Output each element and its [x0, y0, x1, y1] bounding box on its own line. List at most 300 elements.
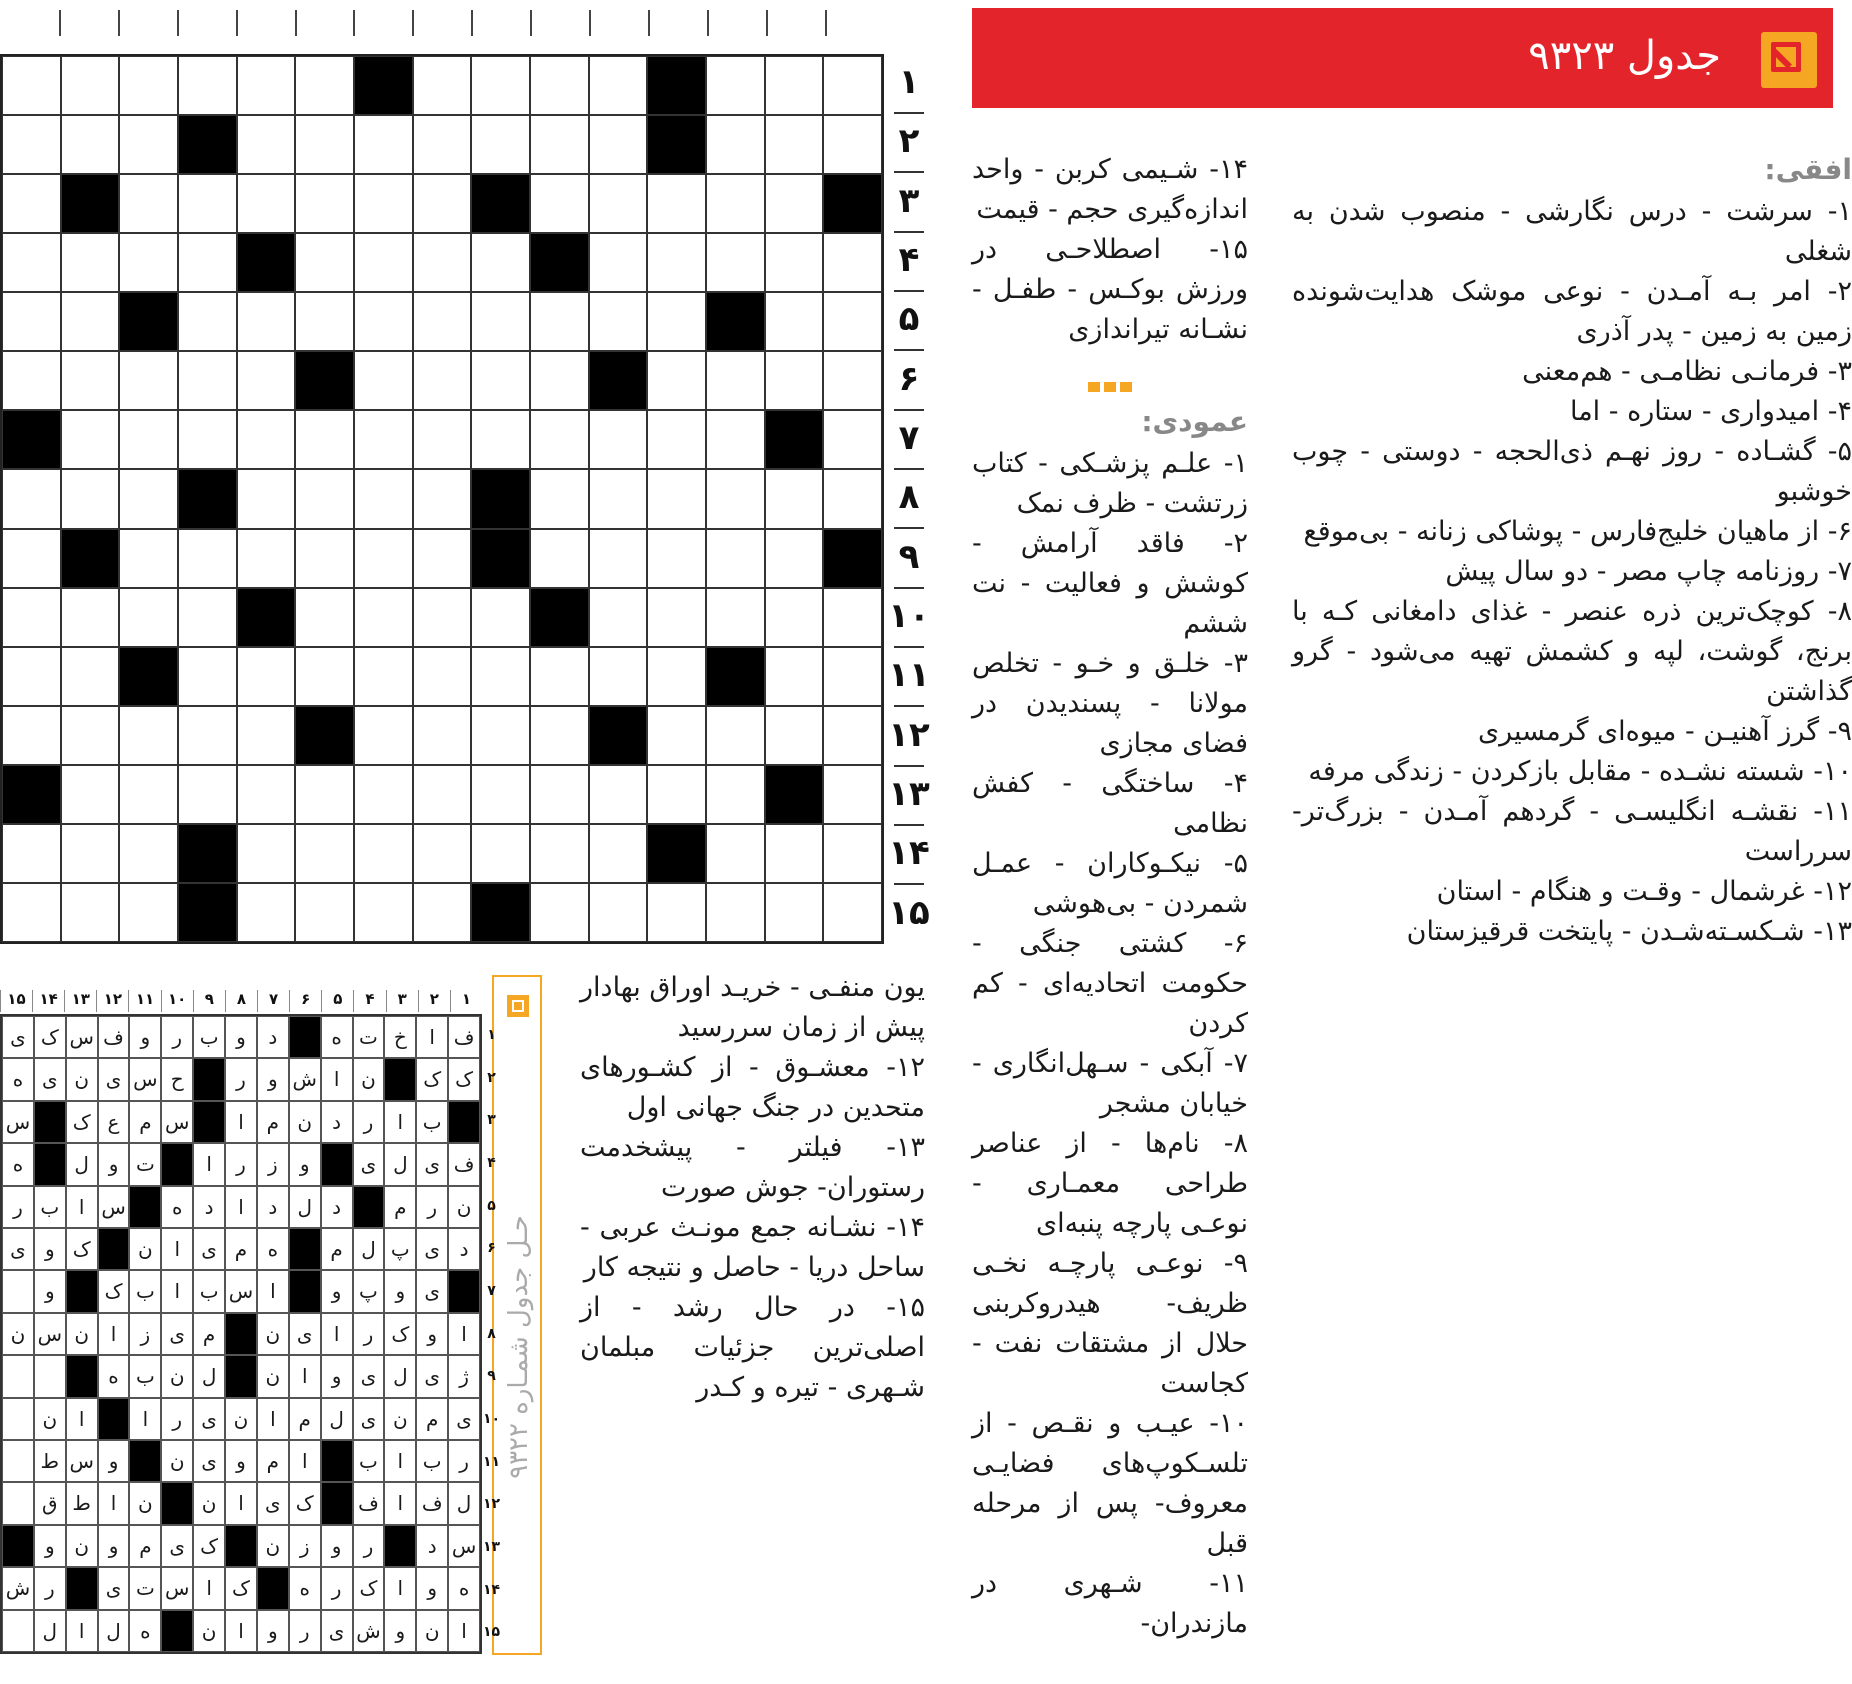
- grid-cell[interactable]: [589, 647, 648, 706]
- grid-cell[interactable]: [647, 706, 706, 765]
- solution-cell: ک: [34, 1016, 66, 1058]
- grid-cell[interactable]: [119, 469, 178, 528]
- solution-cell: م: [416, 1398, 448, 1440]
- solution-cell: ب: [193, 1270, 225, 1312]
- row-number: ۵: [888, 299, 930, 358]
- grid-cell[interactable]: [823, 351, 882, 410]
- solution-black-cell: [353, 1186, 385, 1228]
- solution-cell: ت: [129, 1143, 161, 1185]
- grid-cell[interactable]: [471, 647, 530, 706]
- solution-row-number: ۵: [487, 1197, 496, 1214]
- solution-cell: ر: [161, 1398, 193, 1440]
- grid-cell[interactable]: [765, 824, 824, 883]
- grid-cell[interactable]: [706, 115, 765, 174]
- grid-cell[interactable]: [178, 410, 237, 469]
- black-cell: [823, 174, 882, 233]
- grid-cell[interactable]: [178, 174, 237, 233]
- grid-cell[interactable]: [2, 351, 61, 410]
- grid-cell[interactable]: [295, 588, 354, 647]
- solution-cell: [2, 1440, 34, 1482]
- grid-cell[interactable]: [354, 706, 413, 765]
- grid-cell[interactable]: [471, 56, 530, 115]
- grid-cell[interactable]: [119, 706, 178, 765]
- solution-cell: ز: [289, 1525, 321, 1567]
- grid-cell[interactable]: [61, 469, 120, 528]
- grid-cell[interactable]: [530, 824, 589, 883]
- solution-cell: ل: [289, 1186, 321, 1228]
- grid-cell[interactable]: [647, 765, 706, 824]
- grid-cell[interactable]: [530, 469, 589, 528]
- grid-cell[interactable]: [237, 174, 296, 233]
- solution-cell: و: [257, 1610, 289, 1652]
- grid-cell[interactable]: [295, 529, 354, 588]
- grid-cell[interactable]: [647, 883, 706, 942]
- grid-cell[interactable]: [823, 647, 882, 706]
- grid-cell[interactable]: [413, 351, 472, 410]
- grid-cell[interactable]: [354, 410, 413, 469]
- grid-cell[interactable]: [2, 706, 61, 765]
- clue: ۱- سرشت - درس نگارشی - منصوب شدن به شغلی: [1292, 196, 1852, 267]
- solution-cell: ت: [129, 1567, 161, 1609]
- grid-cell[interactable]: [119, 410, 178, 469]
- grid-cell[interactable]: [119, 824, 178, 883]
- clue: ۲- امر بـه آمـدن - نوعی موشک هدایت‌شونده زمین به زمین - پدر آذری: [1292, 276, 1852, 347]
- grid-cell[interactable]: [823, 56, 882, 115]
- grid-cell[interactable]: [413, 588, 472, 647]
- solution-cell: و: [34, 1228, 66, 1270]
- grid-cell[interactable]: [354, 351, 413, 410]
- solution-cell: [2, 1610, 34, 1652]
- grid-cell[interactable]: [178, 351, 237, 410]
- grid-cell[interactable]: [61, 647, 120, 706]
- grid-cell[interactable]: [61, 588, 120, 647]
- grid-cell[interactable]: [589, 765, 648, 824]
- solution-black-cell: [66, 1567, 98, 1609]
- grid-cell[interactable]: [237, 824, 296, 883]
- row-number: ۱۵: [888, 892, 930, 933]
- grid-cell[interactable]: [237, 351, 296, 410]
- grid-cell[interactable]: [823, 883, 882, 942]
- solution-cell: ف: [448, 1143, 480, 1185]
- grid-cell[interactable]: [2, 56, 61, 115]
- grid-cell[interactable]: [413, 706, 472, 765]
- grid-cell[interactable]: [647, 529, 706, 588]
- solution-cell: ی: [193, 1228, 225, 1270]
- grid-cell[interactable]: [237, 115, 296, 174]
- grid-cell[interactable]: [589, 292, 648, 351]
- grid-cell[interactable]: [530, 529, 589, 588]
- grid-cell[interactable]: [413, 56, 472, 115]
- grid-cell[interactable]: [647, 410, 706, 469]
- grid-cell[interactable]: [237, 529, 296, 588]
- grid-cell[interactable]: [647, 469, 706, 528]
- solution-cell: [34, 1355, 66, 1397]
- solution-cell: ک: [66, 1101, 98, 1143]
- grid-cell[interactable]: [765, 647, 824, 706]
- solution-cell: ب: [353, 1440, 385, 1482]
- grid-cell[interactable]: [530, 56, 589, 115]
- solution-cell: ن: [225, 1398, 257, 1440]
- solution-column-number: ۴: [353, 990, 385, 1012]
- grid-cell[interactable]: [295, 469, 354, 528]
- black-cell: [589, 351, 648, 410]
- grid-cell[interactable]: [2, 115, 61, 174]
- solution-cell: ن: [161, 1355, 193, 1397]
- grid-cell[interactable]: [589, 115, 648, 174]
- solution-row-number: ۷: [487, 1283, 496, 1299]
- grid-cell[interactable]: [354, 233, 413, 292]
- grid-cell[interactable]: [413, 292, 472, 351]
- grid-cell[interactable]: [354, 824, 413, 883]
- solution-black-cell: [161, 1143, 193, 1185]
- grid-cell[interactable]: [530, 765, 589, 824]
- grid-cell[interactable]: [61, 410, 120, 469]
- solution-black-cell: [193, 1058, 225, 1100]
- grid-cell[interactable]: [237, 706, 296, 765]
- grid-cell[interactable]: [237, 765, 296, 824]
- grid-cell[interactable]: [413, 647, 472, 706]
- grid-cell[interactable]: [354, 469, 413, 528]
- solution-cell: ن: [257, 1313, 289, 1355]
- solution-cell: و: [384, 1610, 416, 1652]
- grid-cell[interactable]: [589, 469, 648, 528]
- solution-cell: ژ: [448, 1355, 480, 1397]
- grid-cell[interactable]: [706, 56, 765, 115]
- grid-cell[interactable]: [765, 706, 824, 765]
- grid-cell[interactable]: [2, 233, 61, 292]
- grid-cell[interactable]: [765, 529, 824, 588]
- grid-cell[interactable]: [237, 292, 296, 351]
- grid-cell[interactable]: [61, 824, 120, 883]
- grid-cell[interactable]: [706, 469, 765, 528]
- grid-cell[interactable]: [471, 233, 530, 292]
- grid-cell[interactable]: [765, 174, 824, 233]
- grid-cell[interactable]: [61, 765, 120, 824]
- grid-cell[interactable]: [354, 174, 413, 233]
- solution-cell: س: [98, 1186, 130, 1228]
- grid-cell[interactable]: [354, 529, 413, 588]
- tick-mark: [59, 10, 61, 36]
- grid-cell[interactable]: [178, 529, 237, 588]
- grid-cell[interactable]: [119, 765, 178, 824]
- grid-cell[interactable]: [2, 588, 61, 647]
- grid-cell[interactable]: [61, 56, 120, 115]
- grid-cell[interactable]: [413, 824, 472, 883]
- grid-cell[interactable]: [178, 56, 237, 115]
- grid-cell[interactable]: [295, 56, 354, 115]
- grid-cell[interactable]: [823, 588, 882, 647]
- grid-cell[interactable]: [706, 410, 765, 469]
- grid-cell[interactable]: [413, 115, 472, 174]
- grid-cell[interactable]: [178, 233, 237, 292]
- grid-cell[interactable]: [295, 647, 354, 706]
- solution-cell: ن: [66, 1058, 98, 1100]
- grid-cell[interactable]: [295, 292, 354, 351]
- solution-cell: ی: [161, 1313, 193, 1355]
- grid-cell[interactable]: [178, 292, 237, 351]
- solution-cell: ا: [416, 1016, 448, 1058]
- clue: ۴- امیدواری - ستاره - اما: [1569, 396, 1852, 427]
- grid-cell[interactable]: [119, 351, 178, 410]
- solution-cell: ک: [289, 1482, 321, 1524]
- black-cell: [2, 765, 61, 824]
- grid-cell[interactable]: [706, 351, 765, 410]
- solution-row-number: ۱۰: [483, 1411, 501, 1427]
- grid-cell[interactable]: [237, 56, 296, 115]
- grid-cell[interactable]: [765, 588, 824, 647]
- grid-cell[interactable]: [647, 174, 706, 233]
- solution-column-number: ۳: [386, 990, 418, 1012]
- solution-cell: د: [321, 1186, 353, 1228]
- grid-cell[interactable]: [2, 883, 61, 942]
- solution-cell: ه: [2, 1058, 34, 1100]
- grid-cell[interactable]: [61, 883, 120, 942]
- solution-cell: ا: [321, 1058, 353, 1100]
- grid-cell[interactable]: [413, 765, 472, 824]
- solution-cell: ا: [289, 1355, 321, 1397]
- grid-cell[interactable]: [471, 410, 530, 469]
- solution-cell: ی: [353, 1398, 385, 1440]
- grid-cell[interactable]: [2, 824, 61, 883]
- grid-cell[interactable]: [2, 529, 61, 588]
- grid-cell[interactable]: [706, 883, 765, 942]
- black-cell: [119, 292, 178, 351]
- grid-cell[interactable]: [589, 883, 648, 942]
- grid-cell[interactable]: [647, 292, 706, 351]
- grid-cell[interactable]: [413, 233, 472, 292]
- grid-cell[interactable]: [354, 115, 413, 174]
- solution-row-number: ۱۲: [483, 1496, 501, 1513]
- grid-cell[interactable]: [61, 292, 120, 351]
- solution-cell: ت: [353, 1016, 385, 1058]
- solution-cell: ه: [2, 1143, 34, 1185]
- grid-cell[interactable]: [354, 765, 413, 824]
- grid-cell[interactable]: [530, 174, 589, 233]
- grid-cell[interactable]: [295, 883, 354, 942]
- solution-cell: ر: [416, 1186, 448, 1228]
- solution-row-number: ۱۴: [483, 1581, 501, 1598]
- grid-cell[interactable]: [354, 883, 413, 942]
- grid-cell[interactable]: [706, 824, 765, 883]
- solution-row-numbers: [483, 1014, 501, 1654]
- grid-cell[interactable]: [765, 292, 824, 351]
- tick-mark: [118, 10, 120, 36]
- grid-cell[interactable]: [589, 174, 648, 233]
- grid-cell[interactable]: [237, 410, 296, 469]
- solution-cell: ا: [384, 1440, 416, 1482]
- grid-cell[interactable]: [530, 292, 589, 351]
- grid-cell[interactable]: [765, 351, 824, 410]
- grid-cell[interactable]: [178, 588, 237, 647]
- grid-cell[interactable]: [530, 351, 589, 410]
- grid-cell[interactable]: [530, 410, 589, 469]
- grid-cell[interactable]: [706, 765, 765, 824]
- solution-cell: ا: [384, 1567, 416, 1609]
- row-number: ۶: [888, 359, 930, 418]
- solution-black-cell: [161, 1610, 193, 1652]
- solution-cell: ی: [321, 1610, 353, 1652]
- solution-cell: ل: [384, 1143, 416, 1185]
- solution-cell: ا: [225, 1186, 257, 1228]
- tick-mark: [177, 10, 179, 36]
- grid-cell[interactable]: [295, 174, 354, 233]
- grid-cell[interactable]: [178, 647, 237, 706]
- grid-cell[interactable]: [823, 410, 882, 469]
- solution-cell: م: [225, 1228, 257, 1270]
- grid-cell[interactable]: [2, 174, 61, 233]
- grid-cell[interactable]: [823, 292, 882, 351]
- grid-cell[interactable]: [471, 115, 530, 174]
- grid-cell[interactable]: [530, 115, 589, 174]
- grid-cell[interactable]: [2, 292, 61, 351]
- grid-cell[interactable]: [237, 647, 296, 706]
- grid-cell[interactable]: [823, 469, 882, 528]
- grid-cell[interactable]: [354, 588, 413, 647]
- grid-cell[interactable]: [295, 115, 354, 174]
- solution-cell: و: [321, 1355, 353, 1397]
- grid-cell[interactable]: [706, 588, 765, 647]
- grid-cell[interactable]: [471, 351, 530, 410]
- grid-cell[interactable]: [61, 115, 120, 174]
- grid-cell[interactable]: [530, 647, 589, 706]
- solution-cell: [2, 1398, 34, 1440]
- solution-row-number: ۱: [487, 1027, 496, 1043]
- grid-cell[interactable]: [471, 765, 530, 824]
- grid-cell[interactable]: [295, 410, 354, 469]
- solution-cell: ن: [193, 1610, 225, 1652]
- solution-cell: و: [225, 1440, 257, 1482]
- grid-cell[interactable]: [706, 529, 765, 588]
- grid-cell[interactable]: [178, 765, 237, 824]
- grid-cell[interactable]: [647, 233, 706, 292]
- solution-cell: و: [384, 1270, 416, 1312]
- grid-cell[interactable]: [237, 469, 296, 528]
- grid-cell[interactable]: [530, 883, 589, 942]
- solution-cell: ی: [98, 1567, 130, 1609]
- solution-cell: ا: [193, 1143, 225, 1185]
- grid-cell[interactable]: [589, 410, 648, 469]
- grid-cell[interactable]: [647, 588, 706, 647]
- grid-cell[interactable]: [119, 588, 178, 647]
- solution-cell: د: [257, 1016, 289, 1058]
- grid-cell[interactable]: [823, 824, 882, 883]
- grid-cell[interactable]: [706, 706, 765, 765]
- top-tick-marks: [0, 0, 890, 40]
- grid-cell[interactable]: [413, 529, 472, 588]
- solution-black-cell: [66, 1355, 98, 1397]
- grid-cell[interactable]: [295, 765, 354, 824]
- grid-cell[interactable]: [413, 883, 472, 942]
- solution-cell: پ: [384, 1228, 416, 1270]
- solution-cell: ر: [321, 1567, 353, 1609]
- grid-cell[interactable]: [823, 115, 882, 174]
- grid-cell[interactable]: [589, 824, 648, 883]
- grid-cell[interactable]: [2, 469, 61, 528]
- grid-cell[interactable]: [61, 233, 120, 292]
- grid-cell[interactable]: [471, 588, 530, 647]
- grid-cell[interactable]: [119, 529, 178, 588]
- grid-cell[interactable]: [765, 233, 824, 292]
- solution-cell: [2, 1270, 34, 1312]
- solution-cell: خ: [384, 1016, 416, 1058]
- puzzle-title: جدول ۹۳۲۳: [1528, 33, 1721, 79]
- grid-cell[interactable]: [119, 174, 178, 233]
- grid-cell[interactable]: [61, 706, 120, 765]
- grid-cell[interactable]: [765, 56, 824, 115]
- grid-cell[interactable]: [471, 292, 530, 351]
- clue: ۷- آبکی - سـهل‌انگاری - خیابان مشجر: [972, 1048, 1248, 1119]
- solution-label: حـل جدول شمـاره ۹۳۲۲: [504, 1215, 534, 1479]
- solution-cell: ف: [448, 1016, 480, 1058]
- grid-cell[interactable]: [706, 174, 765, 233]
- solution-cell: م: [129, 1525, 161, 1567]
- grid-cell[interactable]: [823, 765, 882, 824]
- grid-cell[interactable]: [354, 647, 413, 706]
- grid-cell[interactable]: [119, 56, 178, 115]
- grid-cell[interactable]: [589, 56, 648, 115]
- solution-row-number: ۴: [487, 1155, 496, 1171]
- grid-cell[interactable]: [119, 115, 178, 174]
- tick-mark: [353, 10, 355, 36]
- grid-cell[interactable]: [647, 647, 706, 706]
- solution-cell: ح: [161, 1058, 193, 1100]
- grid-cell[interactable]: [413, 469, 472, 528]
- grid-cell[interactable]: [471, 824, 530, 883]
- grid-cell[interactable]: [295, 824, 354, 883]
- solution-cell: ا: [66, 1398, 98, 1440]
- grid-cell[interactable]: [119, 233, 178, 292]
- grid-cell[interactable]: [823, 706, 882, 765]
- grid-cell[interactable]: [823, 233, 882, 292]
- grid-cell[interactable]: [765, 469, 824, 528]
- black-cell: [706, 292, 765, 351]
- grid-cell[interactable]: [706, 233, 765, 292]
- grid-cell[interactable]: [765, 115, 824, 174]
- grid-cell[interactable]: [2, 647, 61, 706]
- solution-cell: ه: [321, 1016, 353, 1058]
- grid-cell[interactable]: [647, 351, 706, 410]
- grid-cell[interactable]: [413, 174, 472, 233]
- grid-cell[interactable]: [589, 233, 648, 292]
- down-clue-list-continued: [580, 968, 925, 1408]
- grid-cell[interactable]: [178, 706, 237, 765]
- row-number: ۲: [888, 121, 930, 180]
- grid-cell[interactable]: [61, 351, 120, 410]
- solution-cell: ن: [289, 1101, 321, 1143]
- grid-cell[interactable]: [237, 883, 296, 942]
- solution-cell: ن: [66, 1313, 98, 1355]
- black-cell: [237, 233, 296, 292]
- row-number: ۱۰: [888, 596, 930, 655]
- grid-cell[interactable]: [295, 233, 354, 292]
- grid-cell[interactable]: [589, 588, 648, 647]
- solution-cell: ف: [98, 1016, 130, 1058]
- solution-cell: ی: [257, 1482, 289, 1524]
- grid-cell[interactable]: [354, 292, 413, 351]
- solution-cell: ی: [448, 1398, 480, 1440]
- grid-cell[interactable]: [530, 706, 589, 765]
- solution-cell: ه: [289, 1567, 321, 1609]
- solution-cell: ی: [193, 1440, 225, 1482]
- solution-row-number: ۱۵: [483, 1624, 501, 1641]
- grid-cell[interactable]: [119, 883, 178, 942]
- solution-cell: ا: [66, 1610, 98, 1652]
- grid-cell[interactable]: [471, 706, 530, 765]
- grid-cell[interactable]: [413, 410, 472, 469]
- tick-mark: [471, 10, 473, 36]
- grid-cell[interactable]: [765, 883, 824, 942]
- grid-cell[interactable]: [589, 529, 648, 588]
